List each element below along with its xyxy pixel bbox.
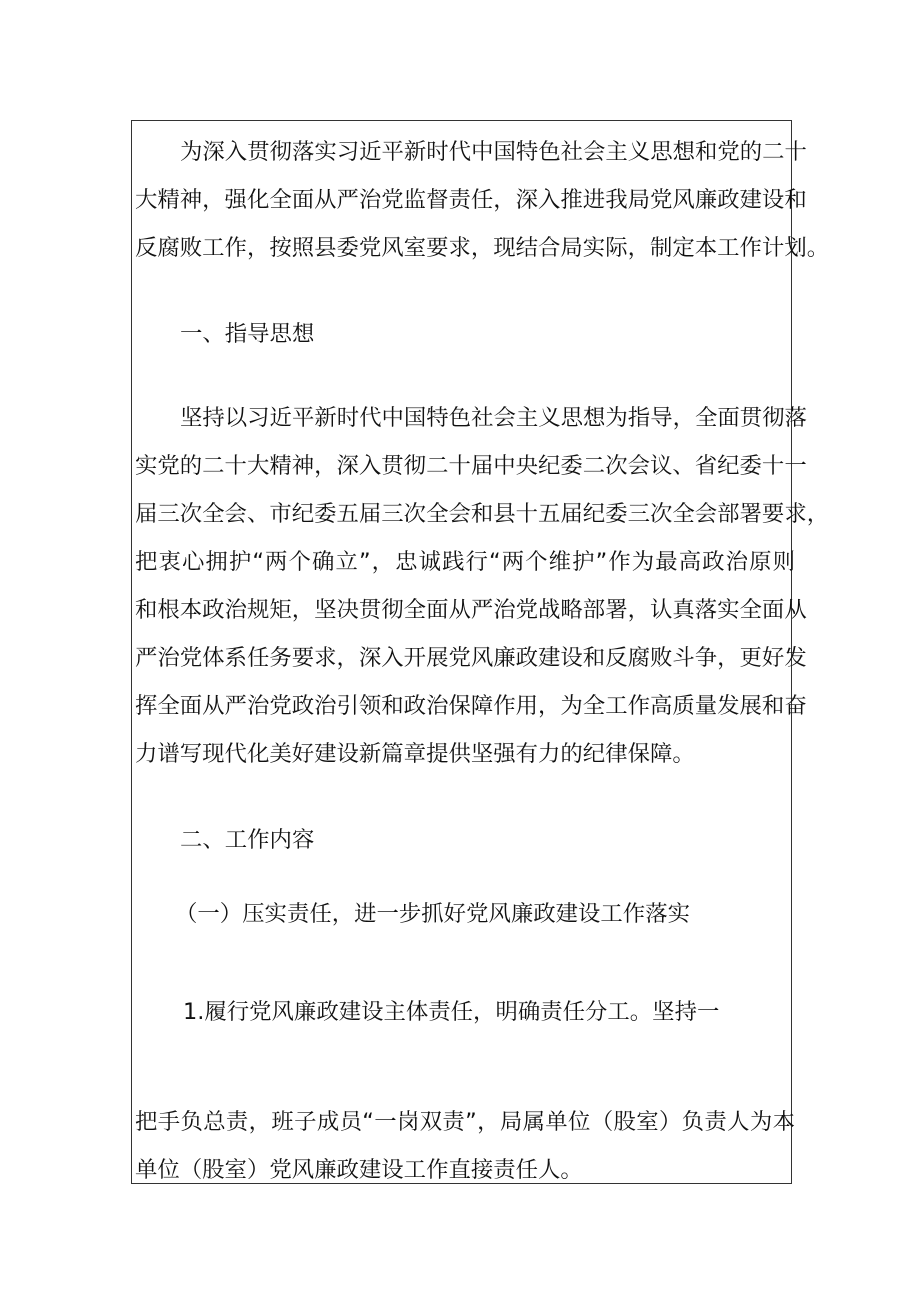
guiding-line-3: 届三次全会、市纪委五届三次全会和县十五届纪委三次全会部署要求， [135,501,830,527]
intro-line-3: 反腐败工作，按照县委党风室要求，现结合局实际，制定本工作计划。 [135,235,830,261]
item-1-line: 1.履行党风廉政建设主体责任，明确责任分工。坚持一 [183,999,720,1025]
guiding-line-7: 挥全面从严治党政治引领和政治保障作用，为全工作高质量发展和奋 [135,693,807,719]
guiding-line-2: 实党的二十大精神，深入贯彻二十届中央纪委二次会议、省纪委十一 [135,453,807,479]
intro-line-1: 为深入贯彻落实习近平新时代中国特色社会主义思想和党的二十 [180,139,807,165]
intro-line-2: 大精神，强化全面从严治党监督责任，深入推进我局党风廉政建设和 [135,187,807,213]
guiding-line-4: 把衷心拥护“两个确立”，忠诚践行“两个维护”作为最高政治原则 [135,549,795,575]
guiding-line-5: 和根本政治规矩，坚决贯彻全面从严治党战略部署，认真落实全面从 [135,597,807,623]
item-1-cont-line-1: 把手负总责，班子成员“一岗双责”，局属单位（股室）负责人为本 [135,1109,795,1135]
section-heading-guiding: 一、指导思想 [180,321,315,347]
guiding-line-8: 力谱写现代化美好建设新篇章提供坚强有力的纪律保障。 [135,741,695,767]
section-heading-work: 二、工作内容 [180,827,315,853]
item-1-cont-line-2: 单位（股室）党风廉政建设工作直接责任人。 [135,1157,583,1183]
subheading-responsibility: （一）压实责任，进一步抓好党风廉政建设工作落实 [175,901,690,927]
guiding-line-1: 坚持以习近平新时代中国特色社会主义思想为指导，全面贯彻落 [180,405,807,431]
guiding-line-6: 严治党体系任务要求，深入开展党风廉政建设和反腐败斗争，更好发 [135,645,807,671]
